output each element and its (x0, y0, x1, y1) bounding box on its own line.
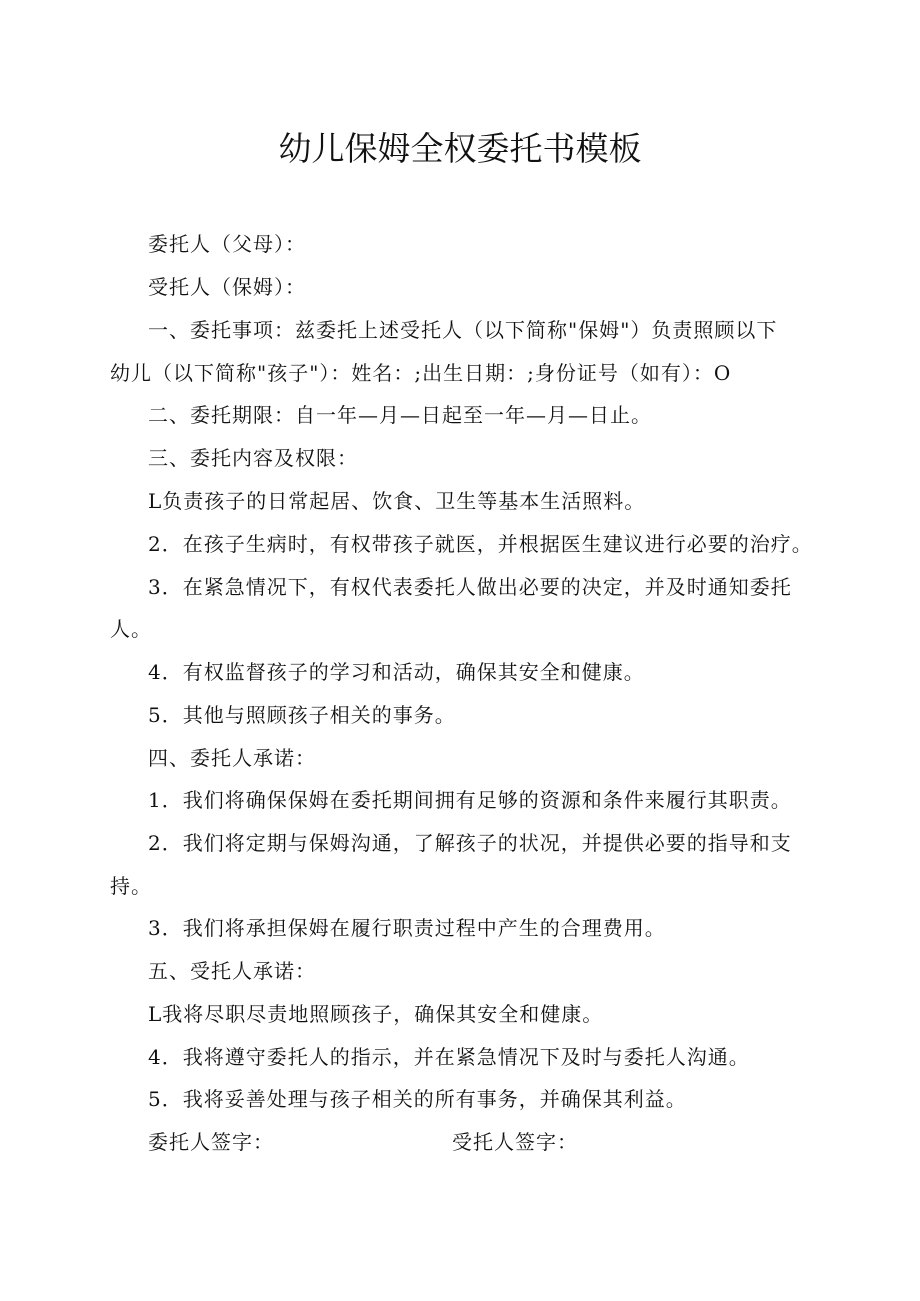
section-3-item-2: 2．在孩子生病时，有权带孩子就医，并根据医生建议进行必要的治疗。 (148, 532, 813, 556)
trustee-line: 受托人（保姆）： (148, 275, 306, 299)
section-3-item-4: 4．有权监督孩子的学习和活动，确保其安全和健康。 (148, 660, 645, 684)
document-title: 幼儿保姆全权委托书模板 (278, 129, 642, 168)
section-4-item-2-line-2: 持。 (110, 874, 152, 898)
section-1-line-2: 幼儿（以下简称"孩子"）：姓名：;出生日期：;身份证号（如有）：O (110, 361, 732, 385)
section-5-item-3: 5．我将妥善处理与孩子相关的所有事务，并确保其利益。 (148, 1087, 687, 1111)
section-4-heading: 四、委托人承诺： (148, 746, 316, 770)
section-3-item-3-line-1: 3．在紧急情况下，有权代表委托人做出必要的决定，并及时通知委托 (148, 575, 792, 599)
section-5-item-1: L我将尽职尽责地照顾孩子，确保其安全和健康。 (148, 1002, 604, 1026)
section-2-line: 二、委托期限：自一年—月—日起至一年—月—日止。 (148, 403, 652, 427)
section-5-item-2: 4．我将遵守委托人的指示，并在紧急情况下及时与委托人沟通。 (148, 1045, 750, 1069)
section-3-heading: 三、委托内容及权限： (148, 446, 358, 470)
section-5-heading: 五、受托人承诺： (148, 959, 316, 983)
section-3-item-1: L负责孩子的日常起居、饮食、卫生等基本生活照料。 (148, 489, 646, 513)
section-3-item-5: 5．其他与照顾孩子相关的事务。 (148, 703, 456, 727)
section-4-item-2-line-1: 2．我们将定期与保姆沟通，了解孩子的状况，并提供必要的指导和支 (148, 831, 792, 855)
section-1-line-1: 一、委托事项：兹委托上述受托人（以下简称"保姆"）负责照顾以下 (148, 318, 778, 342)
trustee-signature-label: 受托人签字： (452, 1130, 578, 1154)
section-4-item-1: 1．我们将确保保姆在委托期间拥有足够的资源和条件来履行其职责。 (148, 788, 792, 812)
section-4-item-3: 3．我们将承担保姆在履行职责过程中产生的合理费用。 (148, 916, 666, 940)
client-line: 委托人（父母）： (148, 232, 306, 256)
client-signature-label: 委托人签字： (148, 1130, 274, 1154)
section-3-item-3-line-2: 人。 (110, 617, 152, 641)
